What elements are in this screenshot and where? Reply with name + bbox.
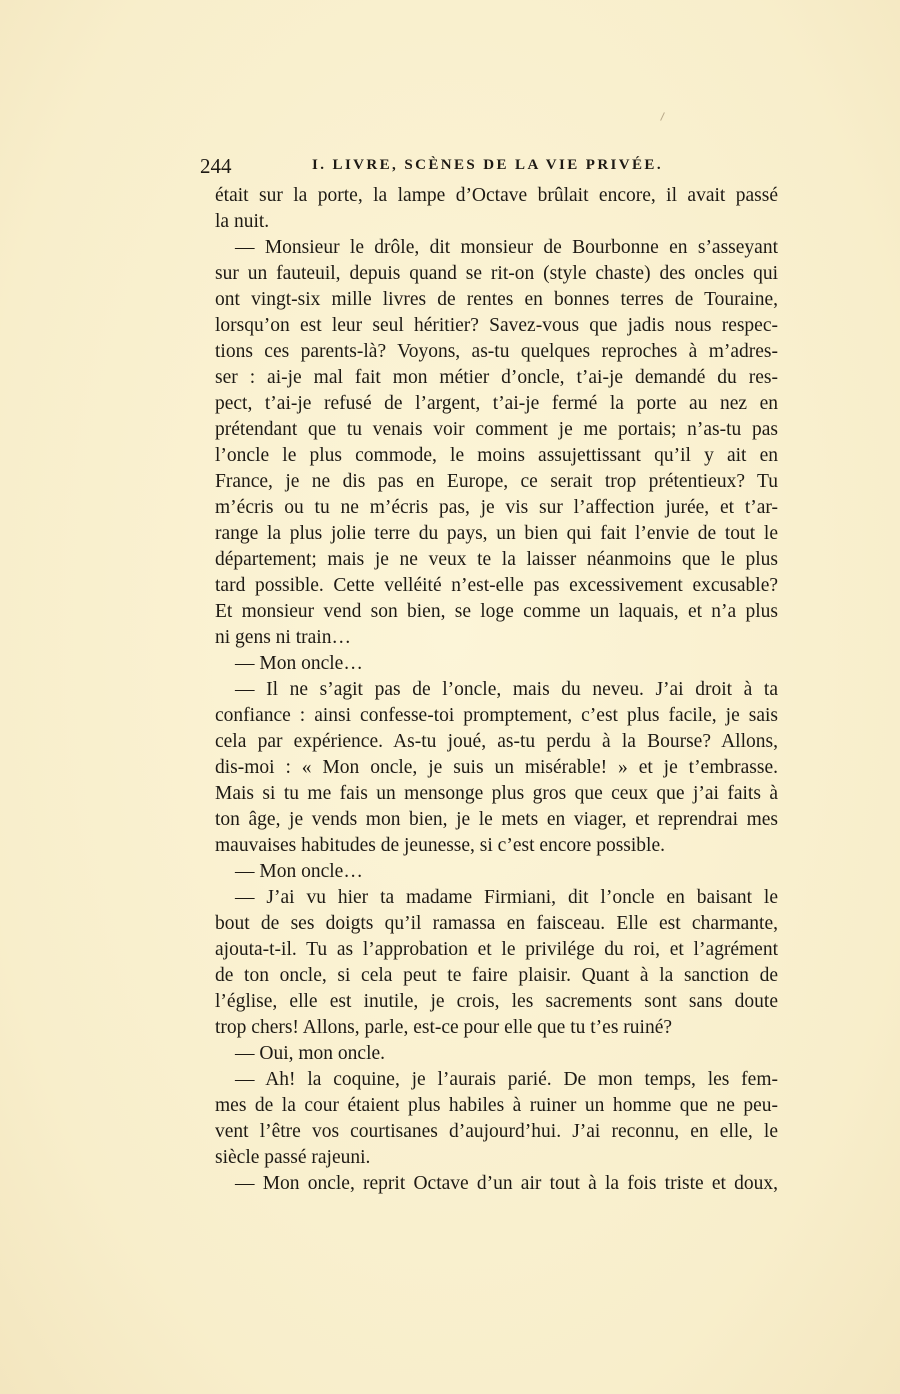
text-line: ajouta-t-il. Tu as l’approbation et le privilége du roi, et l’agrément <box>215 939 778 960</box>
text-line: prétendant que tu venais voir comment je me portais; n’as-tu pas <box>215 419 778 440</box>
text-line: l’oncle le plus commode, le moins assujettissant qu’il y ait en <box>215 445 778 466</box>
text-line: — J’ai vu hier ta madame Firmiani, dit l’oncle en baisant le <box>235 887 778 908</box>
text-line: dis-moi : « Mon oncle, je suis un misérable! » et je t’embrasse. <box>215 757 778 778</box>
text-line: confiance : ainsi confesse-toi promptement, c’est plus facile, je sais <box>215 705 778 726</box>
text-line: — Mon oncle… <box>235 861 363 882</box>
text-line: mauvaises habitudes de jeunesse, si c’est encore possible. <box>215 835 665 856</box>
text-line: ton âge, je vends mon bien, je le mets en viager, et reprendrai mes <box>215 809 778 830</box>
text-line: bout de ses doigts qu’il ramassa en faisceau. Elle est charmante, <box>215 913 778 934</box>
text-line: cela par expérience. As-tu joué, as-tu perdu à la Bourse? Allons, <box>215 731 778 752</box>
text-line: l’église, elle est inutile, je crois, les sacrements sont sans doute <box>215 991 778 1012</box>
text-line: lorsqu’on est leur seul héritier? Savez-vous que jadis nous respec- <box>215 315 778 336</box>
text-line: Mais si tu me fais un mensonge plus gros que ceux que j’ai faits à <box>215 783 778 804</box>
text-line: trop chers! Allons, parle, est-ce pour elle que tu t’es ruiné? <box>215 1017 673 1038</box>
page-header <box>200 154 780 182</box>
page-body-text <box>215 183 778 1197</box>
text-line: mes de la cour étaient plus habiles à ruiner un homme que ne peu- <box>215 1095 778 1116</box>
text-line: ont vingt-six mille livres de rentes en bonnes terres de Touraine, <box>215 289 778 310</box>
text-line: ser : ai-je mal fait mon métier d’oncle, t’ai-je demandé du res- <box>215 367 778 388</box>
text-line: sur un fauteuil, depuis quand se rit-on (style chaste) des oncles qui <box>215 263 778 284</box>
text-line: de ton oncle, si cela peut te faire plaisir. Quant à la sanction de <box>215 965 778 986</box>
scan-mark <box>660 112 665 121</box>
text-line: — Oui, mon oncle. <box>235 1043 386 1064</box>
text-line: tard possible. Cette velléité n’est-elle pas excessivement excusable? <box>215 575 778 596</box>
text-line: siècle passé rajeuni. <box>215 1147 371 1168</box>
text-line: la nuit. <box>215 211 270 232</box>
text-line: ni gens ni train… <box>215 627 351 648</box>
text-line: range la plus jolie terre du pays, un bien qui fait l’envie de tout le <box>215 523 778 544</box>
text-line: était sur la porte, la lampe d’Octave brûlait encore, il avait passé <box>215 185 778 206</box>
text-line: pect, t’ai-je refusé de l’argent, t’ai-je fermé la porte au nez en <box>215 393 778 414</box>
text-line: — Ah! la coquine, je l’aurais parié. De mon temps, les fem- <box>235 1069 778 1090</box>
text-line: Et monsieur vend son bien, se loge comme un laquais, et n’a plus <box>215 601 778 622</box>
text-line: m’écris ou tu ne m’écris pas, je vis sur l’affection jurée, et t’ar- <box>215 497 778 518</box>
text-line: — Il ne s’agit pas de l’oncle, mais du neveu. J’ai droit à ta <box>235 679 778 700</box>
page-number: 244 <box>200 154 232 178</box>
text-line: vent l’être vos courtisanes d’aujourd’hui. J’ai reconnu, en elle, le <box>215 1121 778 1142</box>
text-line: — Mon oncle… <box>235 653 363 674</box>
text-line: — Monsieur le drôle, dit monsieur de Bourbonne en s’asseyant <box>235 237 778 258</box>
text-line: tions ces parents-là? Voyons, as-tu quelques reproches à m’adres- <box>215 341 778 362</box>
running-title: I. LIVRE, SCÈNES DE LA VIE PRIVÉE. <box>312 157 663 173</box>
text-line: France, je ne dis pas en Europe, ce serait trop prétentieux? Tu <box>215 471 778 492</box>
text-line: — Mon oncle, reprit Octave d’un air tout à la fois triste et doux, <box>235 1173 778 1194</box>
text-line: département; mais je ne veux te la laisser néanmoins que le plus <box>215 549 778 570</box>
